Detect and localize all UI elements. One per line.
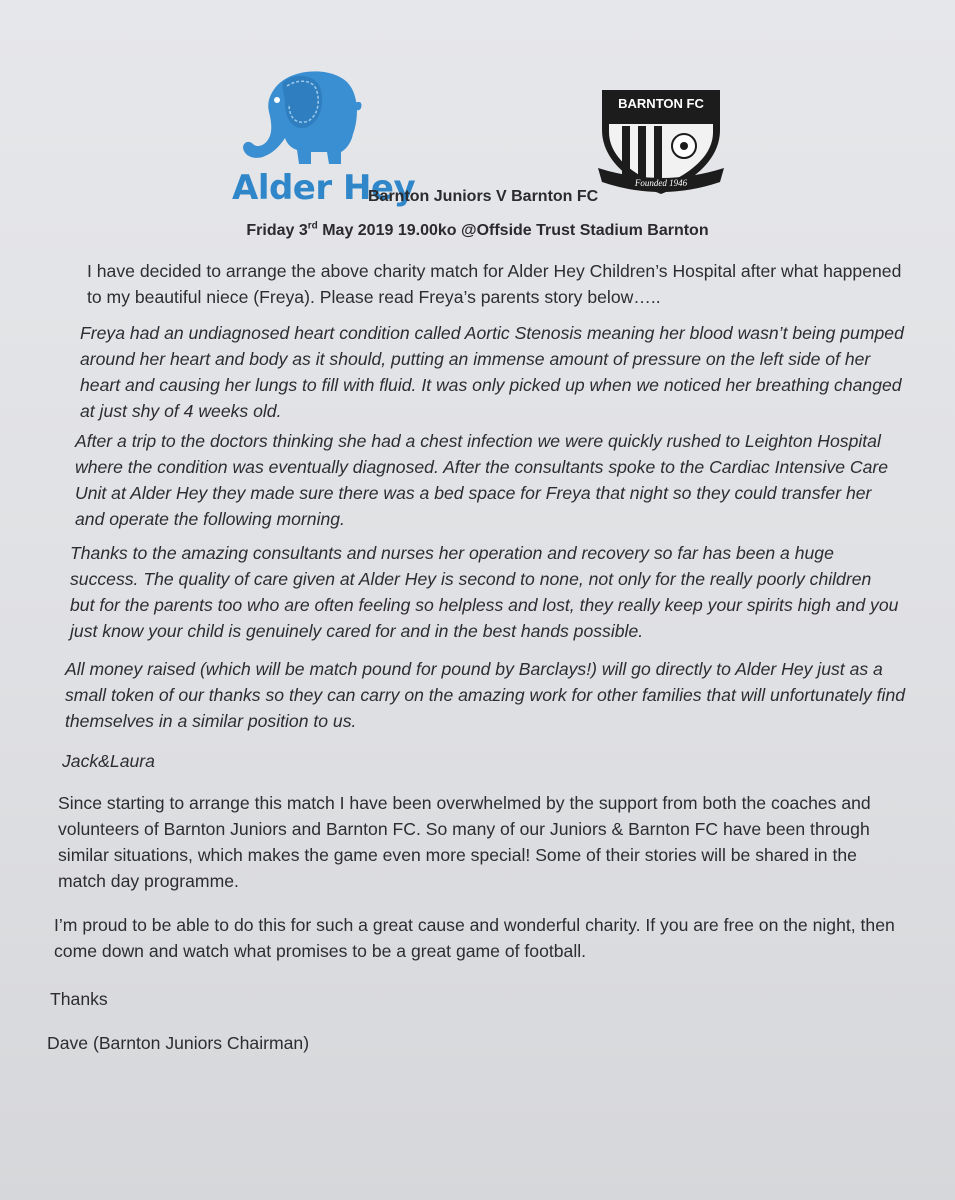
author-signature: Dave (Barnton Juniors Chairman) [47, 1033, 310, 1053]
story-paragraph-3: Thanks to the amazing consultants and nurses her operation and recovery so far has been a huge success. The quality of care given at Alder Hey is second to none, not only for the really poorly children but for the parents too who are often feeling so helpless and lost, they really keep your spirits high and you just know your child is genuinely cared for and in the best hands possible. [70, 543, 899, 641]
coaches-paragraph: Since starting to arrange this match I have been overwhelmed by the support from both the coaches and volunteers of Barnton Juniors and Barnton FC. So many of our Juniors & Barnton FC have been through similar situations, which makes the game even more special! Some of their stories will be shared in the match day programme. [58, 793, 871, 891]
intro-paragraph: I have decided to arrange the above charity match for Alder Hey Children’s Hospital after what happened to my beautiful niece (Freya). Please read Freya’s parents story below….. [87, 261, 902, 307]
match-date-prefix: Friday 3 [246, 222, 308, 239]
story-paragraph-2: After a trip to the doctors thinking she had a chest infection we were quickly rushed to Leighton Hospital where the condition was eventually diagnosed. After the consultants spoke to the Cardiac Intensive Care Unit at Alder Hey they made sure there was a bed space for Freya that night so they could transfer her and operate the following morning. [75, 431, 889, 529]
match-title: Barnton Juniors V Barnton FC [368, 188, 599, 205]
crest-founded: Founded 1946 [634, 178, 688, 188]
alder-hey-elephant-logo [235, 60, 365, 170]
story-paragraph-1: Freya had an undiagnosed heart condition called Aortic Stenosis meaning her blood wasn’t being pumped around her heart and body as it should, putting an immense amount of pressure on the left side of her heart and causing her lungs to fill with fluid. It was only picked up when we noticed her breathing changed at just shy of 4 weeks old. [80, 323, 904, 421]
alder-hey-logo-text: Alder Hey [232, 168, 416, 208]
match-date-rest: May 2019 19.00ko @Offside Trust Stadium Barnton [317, 222, 709, 239]
crest-name: BARNTON FC [618, 96, 704, 111]
proud-paragraph: I’m proud to be able to do this for such a great cause and wonderful charity. If you are free on the night, then come down and watch what promises to be a great game of football. [54, 915, 895, 961]
barnton-fc-crest [592, 86, 730, 198]
match-date-venue [0, 222, 955, 240]
sign-off: Thanks [50, 989, 108, 1009]
match-date-suffix: rd [307, 220, 318, 232]
story-signature: Jack&Laura [62, 751, 155, 771]
story-paragraph-4: All money raised (which will be match pound for pound by Barclays!) will go directly to Alder Hey just as a small token of our thanks so they can carry on the amazing work for other families that will unfortunately find themselves in a similar position to us. [65, 659, 906, 731]
